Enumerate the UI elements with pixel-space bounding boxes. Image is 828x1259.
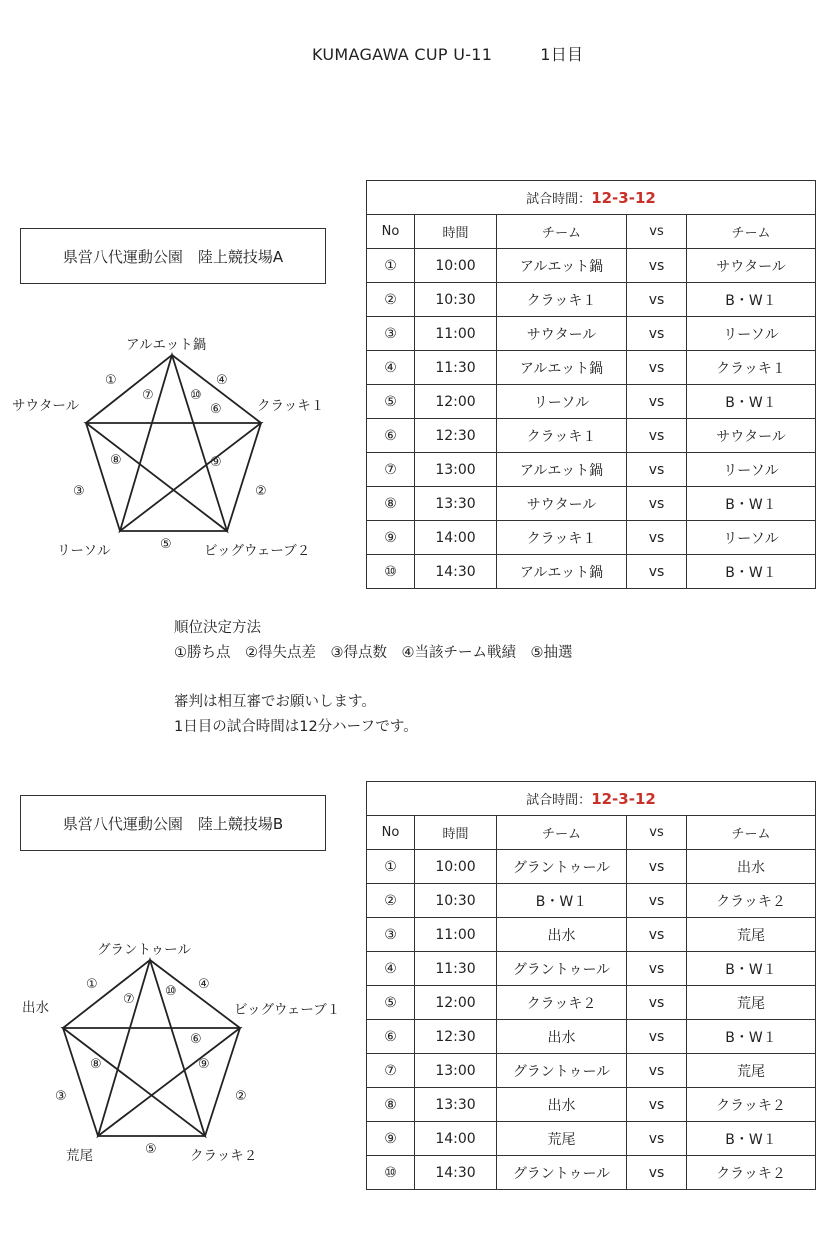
team-left-b: 出水 <box>22 1000 49 1016</box>
table-row: ⑦ 13:00 アルエット鍋 vs リーソル <box>367 453 816 487</box>
referee-note: 審判は相互審でお願いします。 <box>174 694 376 710</box>
match-number: ⑤ <box>160 537 172 552</box>
match-number: ⑩ <box>165 984 177 999</box>
column-header-row <box>367 215 816 249</box>
col-team-home: チーム <box>497 215 627 249</box>
col-team-away: チーム <box>687 215 816 249</box>
pentagon-star-a <box>0 320 360 570</box>
table-row: ⑩ 14:30 アルエット鍋 vs B・W１ <box>367 555 816 589</box>
col-no: No <box>367 215 415 249</box>
match-time-header: 試合時間：12-3-12 <box>367 782 816 816</box>
match-number: ⑩ <box>190 388 202 403</box>
league-diagram-a <box>0 320 360 570</box>
col-vs: vs <box>627 215 687 249</box>
team-left-a: サウタール <box>12 398 80 414</box>
schedule-table-a <box>366 180 816 589</box>
venue-box-b <box>20 795 326 851</box>
team-bottom-left-b: 荒尾 <box>66 1148 93 1164</box>
table-row: ⑦ 13:00 グラントゥール vs 荒尾 <box>367 1054 816 1088</box>
table-row: ⑥ 12:30 クラッキ１ vs サウタール <box>367 419 816 453</box>
team-top-a: アルエット鍋 <box>126 337 207 353</box>
match-number: ⑦ <box>142 388 154 403</box>
match-number: ⑥ <box>210 402 222 417</box>
match-number: ⑤ <box>145 1142 157 1157</box>
match-number: ⑧ <box>90 1057 102 1072</box>
match-number: ⑨ <box>210 455 222 470</box>
day-label: 1日目 <box>540 45 584 64</box>
team-right-b: ビッグウェーブ１ <box>234 1002 341 1018</box>
col-time: 時間 <box>415 215 497 249</box>
table-row: ⑧ 13:30 サウタール vs B・W１ <box>367 487 816 521</box>
team-bottom-right-a: ビッグウェーブ２ <box>204 543 311 559</box>
table-row: ② 10:30 B・W１ vs クラッキ２ <box>367 884 816 918</box>
match-number: ⑨ <box>198 1057 210 1072</box>
table-row: ⑧ 13:30 出水 vs クラッキ２ <box>367 1088 816 1122</box>
match-number: ④ <box>198 977 210 992</box>
ranking-items: ①勝ち点 ②得失点差 ③得点数 ④当該チーム戦績 ⑤抽選 <box>174 645 573 661</box>
table-row: ⑤ 12:00 リーソル vs B・W１ <box>367 385 816 419</box>
table-row: ⑤ 12:00 クラッキ２ vs 荒尾 <box>367 986 816 1020</box>
col-no: No <box>367 816 415 850</box>
match-number: ① <box>105 373 117 388</box>
table-row: ⑨ 14:00 クラッキ１ vs リーソル <box>367 521 816 555</box>
venue-box-a <box>20 228 326 284</box>
table-row: ③ 11:00 出水 vs 荒尾 <box>367 918 816 952</box>
column-header-row <box>367 816 816 850</box>
match-notes <box>174 690 418 740</box>
table-row: ① 10:00 アルエット鍋 vs サウタール <box>367 249 816 283</box>
pentagon-star-b <box>0 925 360 1175</box>
table-row: ⑩ 14:30 グラントゥール vs クラッキ２ <box>367 1156 816 1190</box>
table-row: ④ 11:30 アルエット鍋 vs クラッキ１ <box>367 351 816 385</box>
table-row: ① 10:00 グラントゥール vs 出水 <box>367 850 816 884</box>
table-row: ④ 11:30 グラントゥール vs B・W１ <box>367 952 816 986</box>
page-title <box>312 42 583 65</box>
table-row: ⑥ 12:30 出水 vs B・W１ <box>367 1020 816 1054</box>
table-row: ⑨ 14:00 荒尾 vs B・W１ <box>367 1122 816 1156</box>
col-team-away: チーム <box>687 816 816 850</box>
match-number: ④ <box>216 373 228 388</box>
col-vs: vs <box>627 816 687 850</box>
team-bottom-right-b: クラッキ２ <box>190 1148 258 1164</box>
match-number: ② <box>255 484 267 499</box>
match-number: ① <box>86 977 98 992</box>
ranking-notes <box>174 616 573 666</box>
match-time-value: 12-3-12 <box>591 790 656 808</box>
match-number: ③ <box>73 484 85 499</box>
match-number: ② <box>235 1089 247 1104</box>
col-team-home: チーム <box>497 816 627 850</box>
tournament-title: KUMAGAWA CUP U-11 <box>312 45 493 64</box>
venue-name-a: 県営八代運動公園 陸上競技場A <box>62 247 284 266</box>
league-diagram-b <box>0 925 360 1175</box>
schedule-table-b <box>366 781 816 1190</box>
col-time: 時間 <box>415 816 497 850</box>
team-right-a: クラッキ１ <box>257 398 325 414</box>
table-row: ③ 11:00 サウタール vs リーソル <box>367 317 816 351</box>
match-number: ⑥ <box>190 1032 202 1047</box>
match-number: ⑦ <box>123 992 135 1007</box>
table-row: ② 10:30 クラッキ１ vs B・W１ <box>367 283 816 317</box>
match-number: ③ <box>55 1089 67 1104</box>
venue-name-b: 県営八代運動公園 陸上競技場B <box>62 814 284 833</box>
match-time-header: 試合時間：12-3-12 <box>367 181 816 215</box>
team-top-b: グラントゥール <box>97 942 191 958</box>
match-time-value: 12-3-12 <box>591 189 656 207</box>
ranking-title: 順位決定方法 <box>174 620 261 636</box>
half-time-note: 1日目の試合時間は12分ハーフです。 <box>174 719 418 735</box>
team-bottom-left-a: リーソル <box>57 543 111 559</box>
match-number: ⑧ <box>110 453 122 468</box>
